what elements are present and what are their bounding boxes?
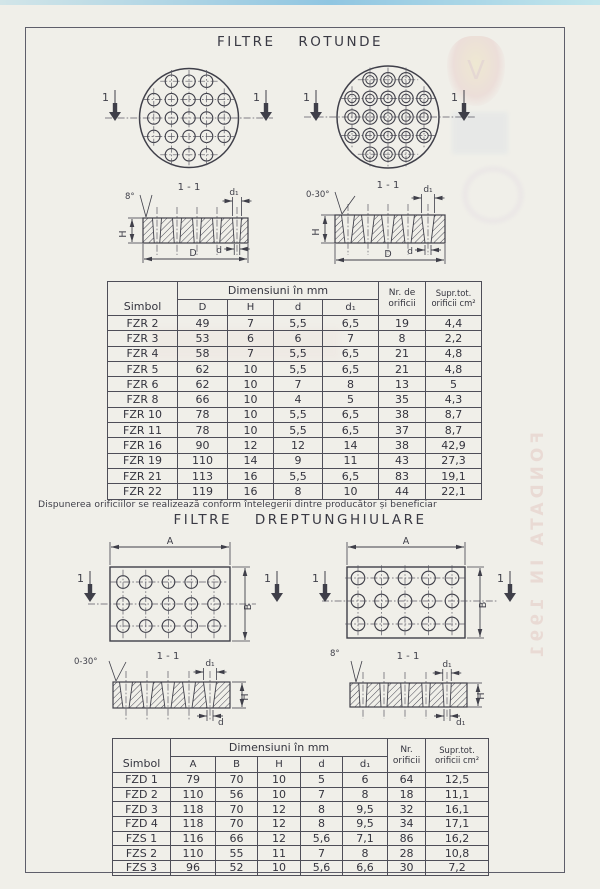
value-cell: 58 (178, 346, 228, 361)
value-cell: 56 (216, 787, 258, 802)
value-cell: 118 (171, 802, 216, 817)
value-cell: 5,5 (274, 407, 323, 422)
figure-label: d (216, 246, 222, 256)
value-cell: 8,7 (426, 423, 482, 438)
figure-label: d₁ (456, 718, 466, 728)
value-cell: 30 (388, 861, 426, 876)
figure-label: A (402, 536, 410, 547)
col-header-d: d (301, 757, 343, 773)
value-cell: 14 (323, 438, 379, 453)
value-cell: 62 (178, 377, 228, 392)
value-cell: 7 (274, 377, 323, 392)
value-cell: 6 (274, 331, 323, 346)
value-cell: 11 (323, 453, 379, 468)
value-cell: 86 (388, 831, 426, 846)
col-header-nr-orificii: Nr. de orificii (379, 282, 426, 316)
value-cell: 66 (216, 831, 258, 846)
table-row (108, 331, 482, 346)
value-cell: 49 (178, 316, 228, 331)
figure-label: d₁ (229, 188, 239, 198)
table-row (113, 773, 489, 788)
symbol-cell: FZR 2 (108, 316, 178, 331)
table-row (113, 831, 489, 846)
value-cell: 38 (379, 407, 426, 422)
table-row (113, 817, 489, 832)
value-cell: 9,5 (343, 817, 388, 832)
col-header-dimensions: Dimensiuni în mm (171, 739, 388, 757)
symbol-cell: FZR 21 (108, 468, 178, 483)
value-cell: 10 (258, 787, 301, 802)
value-cell: 6,5 (323, 346, 379, 361)
symbol-cell: FZR 10 (108, 407, 178, 422)
value-cell: 14 (228, 453, 274, 468)
figure-label: B (243, 603, 254, 611)
round-filters-table (107, 281, 482, 500)
value-cell: 9,5 (343, 802, 388, 817)
table-row (108, 407, 482, 422)
value-cell: 19 (379, 316, 426, 331)
figure-label: 0-30° (74, 657, 98, 667)
table-row (108, 423, 482, 438)
symbol-cell: FZD 2 (113, 787, 171, 802)
value-cell: 16 (228, 468, 274, 483)
figure-label: 8° (125, 192, 135, 202)
value-cell: 83 (379, 468, 426, 483)
value-cell: 5 (426, 377, 482, 392)
figure-label: d (218, 718, 224, 728)
value-cell: 2,2 (426, 331, 482, 346)
value-cell: 7,1 (343, 831, 388, 846)
figure-rect-filter-right (310, 535, 560, 735)
value-cell: 8 (301, 817, 343, 832)
figure-label: H (311, 228, 322, 236)
table-row (108, 453, 482, 468)
value-cell: 5,5 (274, 316, 323, 331)
value-cell: 6,5 (323, 468, 379, 483)
value-cell: 5,5 (274, 361, 323, 376)
symbol-cell: FZR 5 (108, 361, 178, 376)
value-cell: 70 (216, 817, 258, 832)
value-cell: 8 (343, 846, 388, 861)
col-header-simbol: Simbol (108, 282, 178, 316)
value-cell: 6,5 (323, 361, 379, 376)
value-cell: 22,1 (426, 484, 482, 499)
value-cell: 10 (228, 361, 274, 376)
value-cell: 12 (274, 438, 323, 453)
value-cell: 66 (178, 392, 228, 407)
value-cell: 6,6 (343, 861, 388, 876)
value-cell: 64 (388, 773, 426, 788)
value-cell: 6 (228, 331, 274, 346)
symbol-cell: FZR 22 (108, 484, 178, 499)
value-cell: 5,5 (274, 346, 323, 361)
value-cell: 5,5 (274, 423, 323, 438)
value-cell: 8,7 (426, 407, 482, 422)
value-cell: 62 (178, 361, 228, 376)
value-cell: 11,1 (426, 787, 489, 802)
symbol-cell: FZR 16 (108, 438, 178, 453)
value-cell: 90 (178, 438, 228, 453)
table-row (108, 377, 482, 392)
value-cell: 10 (258, 773, 301, 788)
figure-round-filter-left (85, 58, 300, 276)
value-cell: 70 (216, 773, 258, 788)
col-header-A: A (171, 757, 216, 773)
value-cell: 10,8 (426, 846, 489, 861)
table-row (108, 438, 482, 453)
value-cell: 12 (258, 831, 301, 846)
table-row (113, 787, 489, 802)
table-row (113, 802, 489, 817)
value-cell: 27,3 (426, 453, 482, 468)
value-cell: 37 (379, 423, 426, 438)
figure-label: 1 - 1 (156, 651, 180, 662)
value-cell: 8 (323, 377, 379, 392)
section-cut-label: 1 (312, 572, 319, 585)
rectangular-filters-title: FILTRE DREPTUNGHIULARE (173, 512, 427, 528)
figure-label: 1 - 1 (177, 182, 201, 193)
value-cell: 13 (379, 377, 426, 392)
figure-label: H (476, 692, 487, 700)
value-cell: 10 (258, 861, 301, 876)
section-cut-label: 1 (102, 91, 109, 104)
value-cell: 16,1 (426, 802, 489, 817)
figure-label: H (118, 230, 129, 238)
value-cell: 4,8 (426, 361, 482, 376)
value-cell: 55 (216, 846, 258, 861)
round-filters-title: FILTRE ROTUNDE (216, 34, 383, 50)
rect-filters-table (112, 738, 489, 876)
value-cell: 6,5 (323, 407, 379, 422)
col-header-d1: d₁ (343, 757, 388, 773)
value-cell: 18 (388, 787, 426, 802)
value-cell: 44 (379, 484, 426, 499)
value-cell: 5 (301, 773, 343, 788)
symbol-cell: FZD 4 (113, 817, 171, 832)
table-row (108, 484, 482, 499)
figure-label: 1 - 1 (376, 180, 400, 191)
symbol-cell: FZS 1 (113, 831, 171, 846)
figure-label: B (478, 601, 489, 609)
value-cell: 7 (301, 787, 343, 802)
table-row (113, 846, 489, 861)
value-cell: 12,5 (426, 773, 489, 788)
section-cut-label: 1 (264, 572, 271, 585)
col-header-D: D (178, 300, 228, 316)
section-cut-label: 1 (451, 91, 458, 104)
figure-label: d₁ (205, 659, 215, 669)
col-header-supr-tot: Supr.tot. orificii cm² (426, 739, 489, 773)
value-cell: 10 (228, 377, 274, 392)
table-row (108, 316, 482, 331)
figure-rect-filter-left (60, 535, 310, 735)
value-cell: 4,3 (426, 392, 482, 407)
value-cell: 70 (216, 802, 258, 817)
note-text: Dispunerea orificiilor se realizează conform întelegerii dintre producător și beneficiar (38, 499, 437, 510)
value-cell: 7 (301, 846, 343, 861)
value-cell: 79 (171, 773, 216, 788)
value-cell: 116 (171, 831, 216, 846)
value-cell: 110 (171, 846, 216, 861)
col-header-H: H (228, 300, 274, 316)
value-cell: 11 (258, 846, 301, 861)
section-cut-label: 1 (303, 91, 310, 104)
value-cell: 78 (178, 407, 228, 422)
value-cell: 4 (274, 392, 323, 407)
value-cell: 35 (379, 392, 426, 407)
figure-label: d₁ (423, 185, 433, 195)
value-cell: 6,5 (323, 423, 379, 438)
value-cell: 21 (379, 346, 426, 361)
symbol-cell: FZD 1 (113, 773, 171, 788)
scan-edge-artifact (0, 0, 600, 5)
value-cell: 113 (178, 468, 228, 483)
symbol-cell: FZR 19 (108, 453, 178, 468)
figure-label: D (384, 249, 392, 260)
value-cell: 53 (178, 331, 228, 346)
value-cell: 7 (323, 331, 379, 346)
figure-label: d (407, 247, 413, 257)
value-cell: 43 (379, 453, 426, 468)
symbol-cell: FZR 6 (108, 377, 178, 392)
symbol-cell: FZS 2 (113, 846, 171, 861)
value-cell: 7 (228, 316, 274, 331)
figure-label: 1 - 1 (396, 651, 420, 662)
value-cell: 119 (178, 484, 228, 499)
col-header-d1: d₁ (323, 300, 379, 316)
value-cell: 34 (388, 817, 426, 832)
value-cell: 4,8 (426, 346, 482, 361)
value-cell: 6,5 (323, 316, 379, 331)
col-header-nr-orificii: Nr. orificii (388, 739, 426, 773)
symbol-cell: FZS 3 (113, 861, 171, 876)
section-cut-label: 1 (77, 572, 84, 585)
figure-label: H (240, 693, 251, 701)
section-cut-label: 1 (253, 91, 260, 104)
figure-label: A (166, 536, 174, 547)
table-row (108, 361, 482, 376)
value-cell: 8 (343, 787, 388, 802)
table-row (108, 468, 482, 483)
section-cut-label: 1 (497, 572, 504, 585)
value-cell: 10 (323, 484, 379, 499)
col-header-d: d (274, 300, 323, 316)
figure-label: 0-30° (306, 190, 330, 200)
value-cell: 17,1 (426, 817, 489, 832)
figure-label: 8° (330, 649, 340, 659)
value-cell: 42,9 (426, 438, 482, 453)
value-cell: 19,1 (426, 468, 482, 483)
symbol-cell: FZD 3 (113, 802, 171, 817)
value-cell: 16,2 (426, 831, 489, 846)
value-cell: 12 (258, 802, 301, 817)
figure-label: D (189, 248, 197, 259)
value-cell: 21 (379, 361, 426, 376)
value-cell: 5,6 (301, 861, 343, 876)
col-header-H: H (258, 757, 301, 773)
col-header-supr-tot: Supr.tot. orificii cm² (426, 282, 482, 316)
symbol-cell: FZR 4 (108, 346, 178, 361)
value-cell: 5,5 (274, 468, 323, 483)
value-cell: 118 (171, 817, 216, 832)
symbol-cell: FZR 8 (108, 392, 178, 407)
col-header-simbol: Simbol (113, 739, 171, 773)
value-cell: 5,6 (301, 831, 343, 846)
value-cell: 12 (258, 817, 301, 832)
symbol-cell: FZR 11 (108, 423, 178, 438)
col-header-dimensions: Dimensiuni în mm (178, 282, 379, 300)
table-row (108, 392, 482, 407)
bleed-through-vertical-text: FONDATA IN 1991 (528, 432, 548, 662)
table-row (113, 861, 489, 876)
value-cell: 8 (379, 331, 426, 346)
value-cell: 7,2 (426, 861, 489, 876)
value-cell: 7 (228, 346, 274, 361)
value-cell: 10 (228, 392, 274, 407)
symbol-cell: FZR 3 (108, 331, 178, 346)
value-cell: 10 (228, 407, 274, 422)
value-cell: 8 (274, 484, 323, 499)
value-cell: 6 (343, 773, 388, 788)
value-cell: 8 (301, 802, 343, 817)
value-cell: 16 (228, 484, 274, 499)
value-cell: 32 (388, 802, 426, 817)
figure-round-filter-right (300, 58, 520, 276)
value-cell: 12 (228, 438, 274, 453)
value-cell: 4,4 (426, 316, 482, 331)
value-cell: 5 (323, 392, 379, 407)
bleed-through-stamp: V (447, 36, 505, 106)
value-cell: 110 (178, 453, 228, 468)
value-cell: 78 (178, 423, 228, 438)
table-row (108, 346, 482, 361)
value-cell: 52 (216, 861, 258, 876)
value-cell: 38 (379, 438, 426, 453)
value-cell: 10 (228, 423, 274, 438)
col-header-B: B (216, 757, 258, 773)
value-cell: 9 (274, 453, 323, 468)
figure-label: d₁ (442, 660, 452, 670)
value-cell: 110 (171, 787, 216, 802)
value-cell: 96 (171, 861, 216, 876)
value-cell: 28 (388, 846, 426, 861)
